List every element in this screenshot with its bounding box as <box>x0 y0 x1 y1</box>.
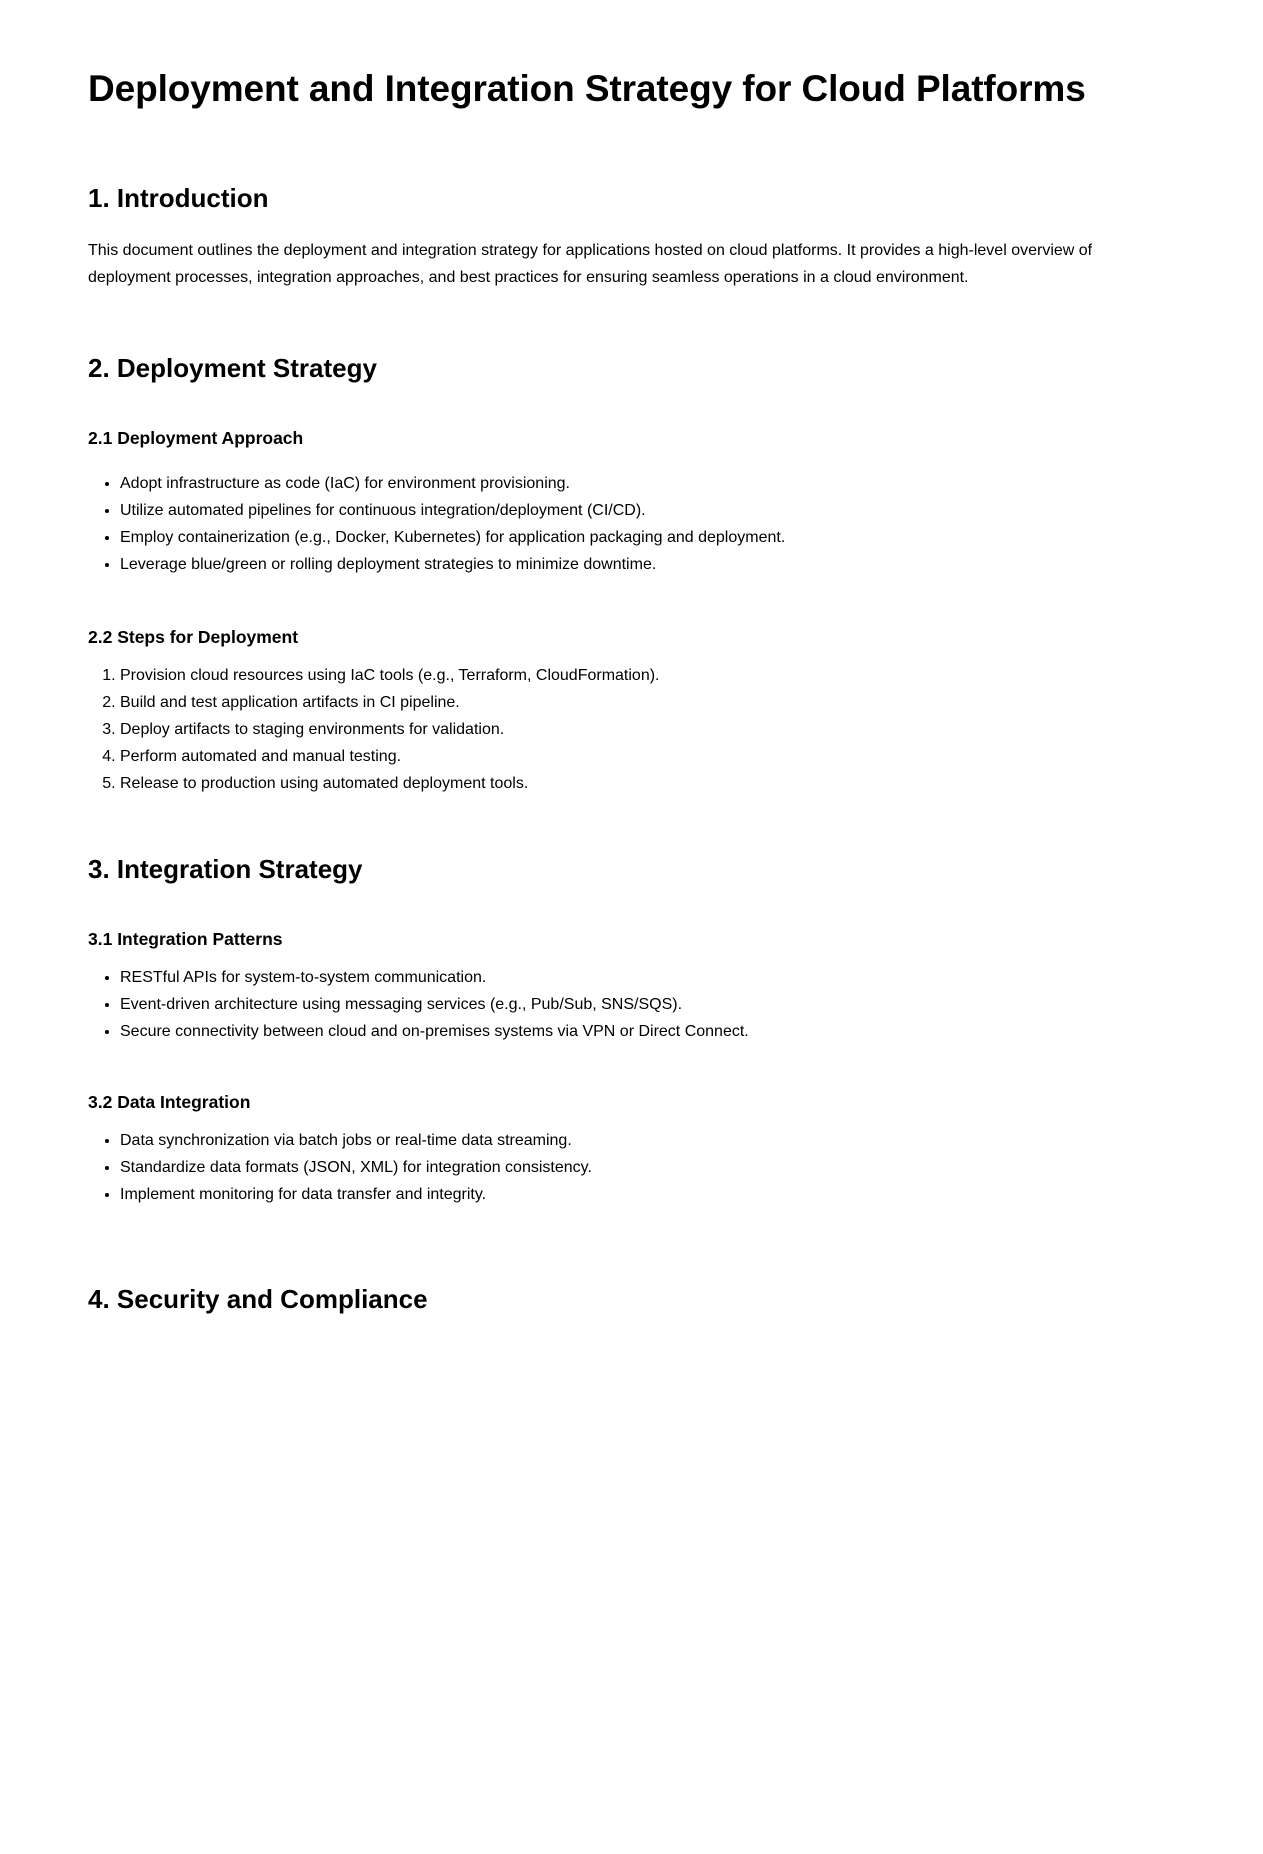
list-item: 2. Build and test application artifacts in CI pipeline. <box>120 689 659 716</box>
section-heading-deployment-strategy: 2. Deployment Strategy <box>88 353 377 383</box>
section-heading-integration-strategy: 3. Integration Strategy <box>88 854 363 884</box>
list-item: 4. Perform automated and manual testing. <box>120 743 659 770</box>
list-item: • Data synchronization via batch jobs or real-time data streaming. <box>120 1127 592 1154</box>
list-item: • Implement monitoring for data transfer and integrity. <box>120 1181 592 1208</box>
subsection-heading-deployment-approach: 2.1 Deployment Approach <box>88 428 304 448</box>
integration-patterns-list <box>88 964 749 1045</box>
data-integration-list <box>88 1127 592 1208</box>
list-item: • Standardize data formats (JSON, XML) for integration consistency. <box>120 1154 592 1181</box>
list-item: 5. Release to production using automated deployment tools. <box>120 770 659 797</box>
list-item: 1. Provision cloud resources using IaC tools (e.g., Terraform, CloudFormation). <box>120 662 659 689</box>
list-item: 3. Deploy artifacts to staging environments for validation. <box>120 716 659 743</box>
list-item: • RESTful APIs for system-to-system communication. <box>120 964 749 991</box>
section-heading-introduction: 1. Introduction <box>88 183 269 213</box>
subsection-heading-integration-patterns: 3.1 Integration Patterns <box>88 929 283 949</box>
list-item: • Adopt infrastructure as code (IaC) for environment provisioning. <box>120 470 785 497</box>
list-item: • Leverage blue/green or rolling deployment strategies to minimize downtime. <box>120 551 785 578</box>
section-heading-security-and-compliance: 4. Security and Compliance <box>88 1284 428 1314</box>
list-item: • Employ containerization (e.g., Docker, Kubernetes) for application packaging and deployment. <box>120 524 785 551</box>
list-item: • Utilize automated pipelines for continuous integration/deployment (CI/CD). <box>120 497 785 524</box>
introduction-paragraph: This document outlines the deployment and integration strategy for applications hosted on cloud platforms. It provides a high-level overview of deployment processes, integration approaches, and best practices for ensuring seamless operations in a cloud environment. <box>88 242 1093 286</box>
deployment-approach-list <box>88 470 785 578</box>
list-item: • Event-driven architecture using messaging services (e.g., Pub/Sub, SNS/SQS). <box>120 991 749 1018</box>
list-item: • Secure connectivity between cloud and on-premises systems via VPN or Direct Connect. <box>120 1018 749 1045</box>
subsection-heading-data-integration: 3.2 Data Integration <box>88 1092 251 1112</box>
document-title: Deployment and Integration Strategy for Cloud Platforms <box>88 68 1086 109</box>
subsection-heading-steps-for-deployment: 2.2 Steps for Deployment <box>88 627 299 647</box>
deployment-steps-list <box>88 662 659 797</box>
